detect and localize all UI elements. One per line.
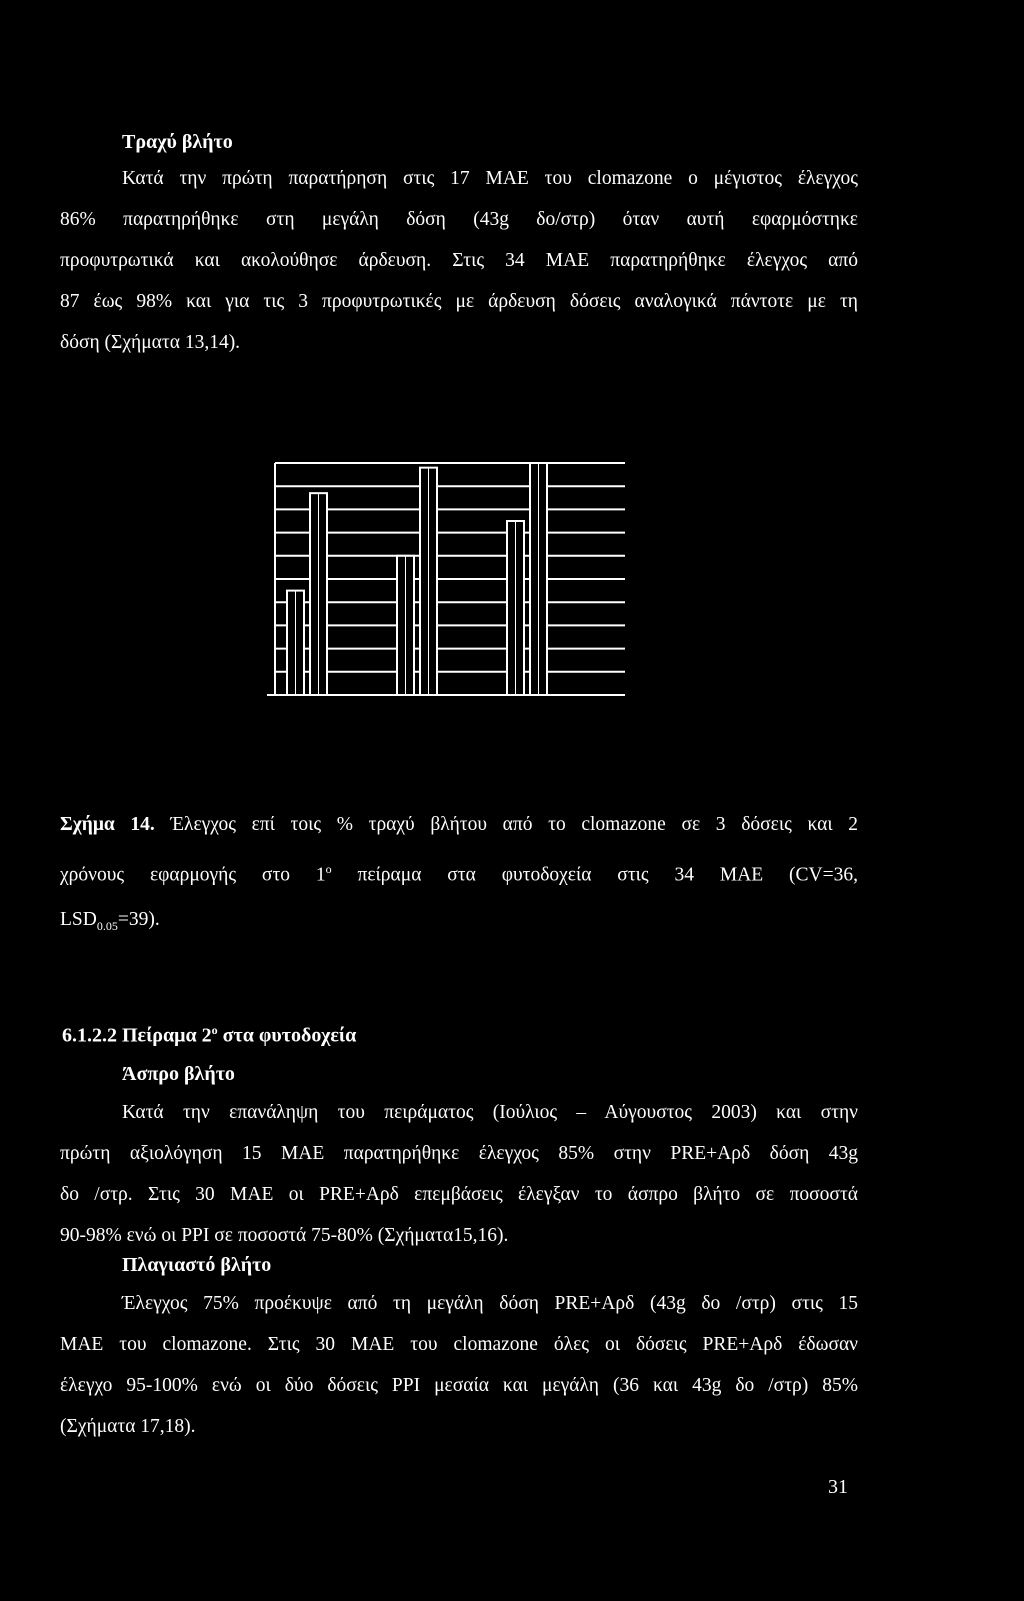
caption-line xyxy=(60,803,858,847)
caption-label: Σχήμα 14. xyxy=(60,814,155,835)
bar-chart xyxy=(255,455,635,725)
caption-text: =39). xyxy=(117,908,160,930)
superscript: ο xyxy=(325,862,332,876)
paragraph-line: 87 έως 98% και για τις 3 προφυτρωτικές με άρδευση δόσεις αναλογικά πάντοτε με τη xyxy=(60,291,858,312)
caption-text: χρόνους εφαρμογής στο 1 xyxy=(60,864,326,886)
paragraph-line: (Σχήματα 17,18). xyxy=(60,1416,196,1437)
paragraph-line: Έλεγχος 75% προέκυψε από τη μεγάλη δόση PRE+Αρδ (43g δο /στρ) στις 15 xyxy=(122,1293,858,1314)
heading-text: 6.1.2.2 Πείραμα 2 xyxy=(62,1024,212,1047)
paragraph-line: 86% παρατηρήθηκε στη μεγάλη δόση (43g δο/στρ) όταν αυτή εφαρμόστηκε xyxy=(60,209,858,230)
paragraph-line: έλεγχο 95-100% ενώ οι δύο δόσεις PPI μεσαία και μεγάλη (36 και 43g δο /στρ) 85% xyxy=(60,1375,858,1396)
caption-text: πείραμα στα φυτοδοχεία στις 34 ΜΑΕ (CV=36, xyxy=(331,864,858,886)
paragraph-white-amaranth xyxy=(60,1092,858,1256)
caption-line xyxy=(60,898,858,948)
caption-text: Έλεγχος επί τοις % τραχύ βλήτου από το clomazone σε 3 δόσεις και 2 xyxy=(170,814,858,835)
paragraph-line: δόση (Σχήματα 13,14). xyxy=(60,332,241,353)
paragraph-line: ΜΑΕ του clomazone. Στις 30 ΜΑΕ του clomazone όλες οι δόσεις PRE+Αρδ έδωσαν xyxy=(60,1334,858,1355)
paragraph-line: 90-98% ενώ οι PPI σε ποσοστά 75-80% (Σχήματα15,16). xyxy=(60,1225,509,1246)
paragraph-line: δο /στρ. Στις 30 ΜΑΕ οι PRE+Αρδ επεμβάσεις έλεγξαν το άσπρο βλήτο σε ποσοστά xyxy=(60,1184,858,1205)
section-heading-rough-amaranth: Τραχύ βλήτο xyxy=(122,131,233,153)
paragraph-line: πρώτη αξιολόγηση 15 ΜΑΕ παρατηρήθηκε έλεγχος 85% στην PRE+Αρδ δόση 43g xyxy=(60,1143,858,1164)
section-heading-white-amaranth: Άσπρο βλήτο xyxy=(122,1063,235,1085)
heading-text: στα φυτοδοχεία xyxy=(217,1024,357,1047)
page-number: 31 xyxy=(828,1476,848,1498)
paragraph-line: Κατά την πρώτη παρατήρηση στις 17 ΜΑΕ του clomazone ο μέγιστος έλεγχος xyxy=(122,168,858,189)
paragraph-prostrate-amaranth xyxy=(60,1283,858,1447)
paragraph-line: προφυτρωτικά και ακολούθησε άρδευση. Στις 34 ΜΑΕ παρατηρήθηκε έλεγχος από xyxy=(60,250,858,271)
caption-text: LSD xyxy=(60,908,97,930)
subsection-heading xyxy=(62,1018,356,1048)
subscript: 0.05 xyxy=(96,918,118,933)
section-heading-prostrate-amaranth: Πλαγιαστό βλήτο xyxy=(122,1254,272,1276)
figure-caption xyxy=(60,803,858,947)
paragraph-line: Κατά την επανάληψη του πειράματος (Ιούλιος – Αύγουστος 2003) και στην xyxy=(122,1102,858,1123)
caption-line xyxy=(60,847,858,898)
paragraph-rough-amaranth xyxy=(60,158,858,363)
superscript: ο xyxy=(211,1023,218,1037)
